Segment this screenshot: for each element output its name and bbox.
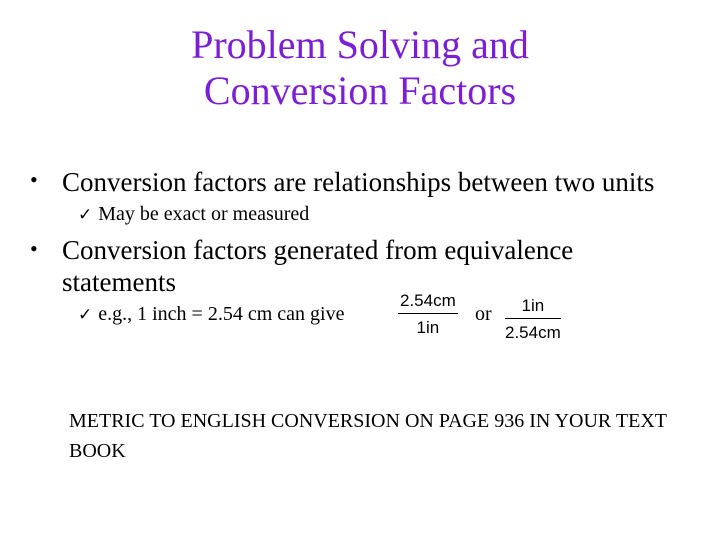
sub-bullet-1 <box>78 202 309 227</box>
fraction-cm-per-in <box>398 291 458 338</box>
check-icon: ✓ <box>78 305 93 325</box>
slide-title <box>0 22 720 114</box>
bullet-1-text: Conversion factors are relationships between two units <box>62 167 655 197</box>
or-text: or <box>475 303 492 325</box>
sub-bullet-2 <box>78 302 344 327</box>
fraction-2-numerator: 1in <box>521 296 545 315</box>
title-line-2: Conversion Factors <box>203 68 517 113</box>
bullet-2-text: Conversion factors generated from equivalence statements <box>62 235 574 297</box>
fraction-in-per-cm <box>505 296 561 343</box>
sub-bullet-1-text: May be exact or measured <box>98 203 310 225</box>
title-line-1: Problem Solving and <box>191 22 529 67</box>
reference-note: METRIC TO ENGLISH CONVERSION ON PAGE 936 IN YOUR TEXT BOOK <box>69 410 667 462</box>
bullet-2-marker: • <box>30 236 38 261</box>
bullet-1-marker: • <box>30 167 38 192</box>
fraction-1-denominator: 1in <box>416 318 440 337</box>
fraction-1-numerator: 2.54cm <box>400 291 456 310</box>
fraction-2-denominator: 2.54cm <box>505 323 561 342</box>
sub-bullet-2-text: e.g., 1 inch = 2.54 cm can give <box>98 303 345 325</box>
check-icon: ✓ <box>78 205 93 225</box>
